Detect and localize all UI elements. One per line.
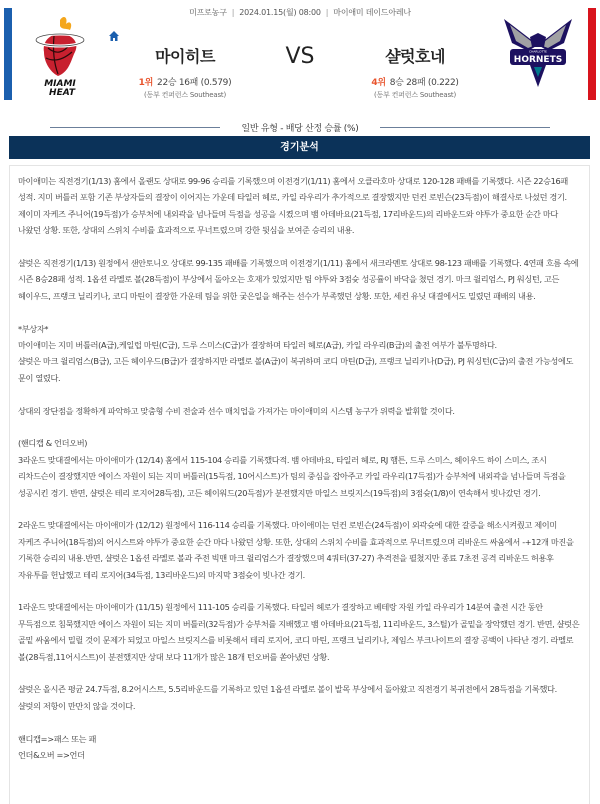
- away-team-name: 샬럿호네: [385, 47, 445, 66]
- svg-text:HORNETS: HORNETS: [513, 55, 563, 65]
- pick-under-over: 언더&오버 =>언더: [18, 750, 85, 761]
- divider-line-right: [380, 127, 550, 128]
- svg-text:HEAT: HEAT: [49, 88, 75, 96]
- head-to-head-round-1: 1라운드 맞대결에서는 마이애미가 (11/15) 원정에서 111-105 승리를 기록했다. 타일러 헤로가 결장하고 베테랑 자원 카일 라우리가 14분여 출전 시간 동안 무득점으로 침묵했지만 에이스 자원이 되는 지미 버틀러(32득점)가 승부처를 지배했고 뱀 아데바요(21득점, 11리바운드, 3스틸)가 골밑을 장악했던 경기. 반면, 샬럿은 골밑 싸움에서 밀릴 것이 문제가 되었고 마일스 브릿지스를 비롯해서 테리 로지어, 코디 마틴, 프랭크 닐리키나, 제임스 부크나이트의 결장 공백이 나타난 경기. 라멜로 볼(28득점,11어시스트)이 분전했지만 상대 보다 11개가 많은 18개 턴오버를 쏟아냈던 상황.: [18, 602, 580, 662]
- home-team-record: [115, 75, 255, 88]
- injury-home: 마이애미는 지미 버틀러(A급),케일럽 마틴(C급), 드루 스미스(C급)가 결장하며 타일러 헤로(A급), 카일 라우리(B급)의 출전 여부가 불투명하다.: [18, 340, 497, 351]
- match-header: [0, 0, 600, 134]
- home-color-bar: [4, 8, 12, 100]
- injury-away: 샬럿은 마크 윌리엄스(B급), 고든 헤이우드(B급)가 결장하지만 라멜로 볼(A급)이 복귀하며 코디 마틴(D급), 프랭크 닐리키나(D급), PJ 워싱턴(C급)의 출전 가능성에도 문이 열렸다.: [18, 356, 574, 383]
- home-team-conference: (동부 컨퍼런스 Southeast): [143, 91, 226, 99]
- handicap-heading: (핸디캡 & 언더오버): [18, 438, 88, 449]
- away-team-record: [345, 75, 485, 88]
- match-meta: 미프로농구 | 2024.01.15(월) 08:00 | 마이애미 데이드아레나: [189, 8, 411, 17]
- svg-text:CHARLOTTE: CHARLOTTE: [529, 49, 547, 54]
- analysis-paragraph-away-recent: 샬럿은 직전경기(1/13) 원정에서 샌안토니오 상대로 99-135 패배를 기록했으며 이전경기(1/11) 홈에서 새크라멘토 상대로 98-123 패배를 기록했다. 4연패 흐름 속에 시즌 8승28패 성적. 1옵션 라멜로 볼(28득점)이 부상에서 돌아오는 호재가 있었지만 팀 야투와 3점슛 성공률이 바닥을 쳤던 경기. 마크 윌리엄스, PJ 워싱턴, 고든 헤이우드, 프랭크 닐리키나, 코디 마틴이 결장한 가운데 팀을 위한 궂은일을 해주는 선수가 부족했던 상황. 또한, 세컨 유닛 대결에서도 밀렸던 패배의 내용.: [18, 258, 579, 301]
- miami-heat-logo-icon: [30, 14, 90, 96]
- charlotte-hornets-logo-icon: [498, 15, 578, 90]
- away-team-rank: 4위: [371, 78, 386, 88]
- home-team-winloss: 22승 16패 (0.579): [157, 78, 232, 88]
- head-to-head-round-2: 2라운드 맞대결에서는 마이애미가 (12/12) 원정에서 116-114 승리를 기록했다. 마이애미는 던컨 로빈슨(24득점)이 외곽슛에 대한 갈증을 해소시켜줬고 제이미 자케즈 주니어(18득점)의 어시스트와 야투가 중요한 순간 마다 나왔던 상황. 또한, 상대의 스위치 수비를 효과적으로 무너트렸으며 리바운드 싸움에서 -+12개 마진을 기록한 승리의 내용.반면, 샬럿은 1옵션 라멜로 볼과 주전 빅맨 마크 윌리엄스가 결장했으며 4쿼터(37-27) 추격전을 펼쳤지만 종료 7초전 공격 리바운드 허용후 자유투를 헌납했고 테리 로지어(34득점, 13리바운드)의 마지막 3점슛이 빗나간 경기.: [18, 520, 574, 580]
- home-team-block: [115, 44, 255, 100]
- away-team-block: [345, 44, 485, 100]
- away-team-winloss: 8승 28패 (0.222): [389, 78, 459, 88]
- head-to-head-round-3: 3라운드 맞대결에서는 마이애미가 (12/14) 홈에서 115-104 승리를 기록했다적. 뱀 아데바요, 타일러 헤로, RJ 햄튼, 드루 스미스, 헤이우드 하이 스미스, 조시 리차드슨이 결장했지만 에이스 자원이 되는 지미 버틀러(15득점, 10어시스트)가 팀의 중심을 잡아주고 카일 라우리(17득점)가 승부처에 내외곽을 넘나들며 득점을 성공시킨 경기. 반면, 샬럿은 테리 로지어28득점), 고든 헤이워드(20득점)가 분전했지만 마일스 브릿지스(19득점)의 3점슛(1/8)이 연속해서 빗나갔던 경기.: [18, 454, 566, 498]
- home-team-name: 마이히트: [155, 47, 215, 66]
- home-team-rank: 1위: [138, 78, 154, 88]
- bet-type-divider: [50, 121, 550, 133]
- injury-heading: *부상자*: [18, 323, 49, 334]
- bet-type-label: 일반 유형 - 배당 산정 승률 (%): [241, 124, 359, 134]
- analysis-paragraph-home-recent: 마이애미는 직전경기(1/13) 홈에서 올랜도 상대로 99-96 승리를 기록했으며 이전경기(1/11) 홈에서 오클라호마 상대로 120-128 패배를 기록했다. 시즌 22승16패 성적. 지미 버틀러 포함 기존 부상자들의 결장이 이어지는 가운데 타일러 헤로, 카일 라우리가 추가적으로 결장했지만 던컨 로빈슨(23득점)이 해결사로 나섰던 경기. 제이미 자케즈 주니어(19득점)가 승부처에 내외곽을 넘나들며 득점을 성공을 시켰으며 뱀 아데바요(21득점, 17리바운드)의 리바운드와 야투가 중요한 순간 마다 나왔던 상황. 또한, 상대의 스위치 수비를 효과적으로 무너트렸으며 강한 뒷심을 보여준 승리의 내용.: [18, 176, 568, 236]
- analysis-content: [9, 165, 590, 804]
- league-label: 미프로농구: [189, 8, 227, 17]
- match-datetime: 2024.01.15(월) 08:00: [239, 8, 321, 17]
- svg-text:MIAMI: MIAMI: [44, 79, 76, 89]
- venue-label: 마이애미 데이드아레나: [333, 8, 411, 17]
- pick-handicap: 핸디캡=>패스 또는 패: [18, 733, 96, 744]
- analysis-summary: 상대의 장단점을 정확하게 파악하고 맞춤형 수비 전술과 선수 매치업을 가져가는 마이애미의 시스템 농구가 위력을 발휘할 것이다.: [18, 405, 455, 416]
- away-color-bar: [588, 8, 596, 100]
- home-icon[interactable]: [108, 30, 120, 42]
- analysis-section-title: 경기분석: [9, 136, 590, 159]
- analysis-conclusion: 샬럿은 올시즌 평균 24.7득점, 8.2어시스트, 5.5리바운드를 기록하고 있던 1옵션 라멜로 볼이 발목 부상에서 돌아왔고 직전경기 복귀전에서 28득점을 기록했다. 샬럿의 저항이 만만치 않을 것이다.: [18, 684, 557, 711]
- vs-label: VS: [285, 44, 315, 69]
- away-team-conference: (동부 컨퍼런스 Southeast): [373, 91, 456, 99]
